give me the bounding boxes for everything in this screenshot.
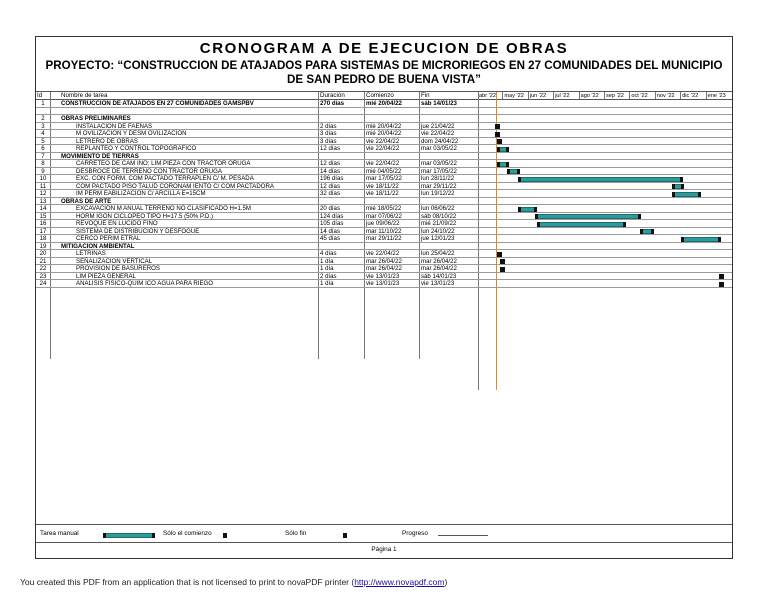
page-number: Página 1 [371, 546, 397, 553]
col-header-end: Fin [421, 92, 430, 99]
row-end-date: lun 25/04/22 [421, 250, 455, 257]
table-row [36, 100, 732, 108]
row-end-date: jue 21/04/22 [421, 122, 455, 130]
row-task-name: SISTEMA DE DISTRIBUCION Y DESFOGUE [76, 227, 200, 235]
gantt-sheet [35, 36, 733, 559]
row-id: 9 [41, 167, 45, 175]
row-duration: 12 días [320, 182, 340, 190]
row-id: 8 [41, 160, 45, 167]
legend-start-only-marker [223, 533, 227, 538]
table-row [36, 205, 732, 213]
gantt-task-bar[interactable] [682, 237, 720, 242]
row-task-name: MITIGACION AMBIENTAL [61, 242, 135, 250]
timeline-month-label: sep '22 [606, 93, 624, 99]
gantt-task-bar[interactable] [501, 259, 504, 264]
row-start-date: mar 07/06/22 [366, 212, 402, 220]
legend-manual-task-label: Tarea manual [40, 530, 79, 537]
row-duration: 1 día [320, 265, 334, 272]
timeline-month-label: may '22 [504, 93, 524, 99]
row-task-name: DESBROCE DE TERRENO CON TRACTOR ORUGA [76, 167, 222, 175]
row-id: 20 [39, 250, 47, 257]
timeline-month-label: ago '22 [580, 93, 599, 99]
row-task-name: OBRAS PRELIMINARES [61, 115, 131, 122]
row-end-date: sáb 08/10/22 [421, 212, 457, 220]
row-start-date: vie 13/01/23 [366, 272, 400, 280]
legend-progress-line [438, 535, 488, 536]
timeline-month-label: nov '22 [656, 93, 675, 99]
table-row [36, 183, 732, 191]
legend-end-only-marker [343, 533, 347, 538]
row-id: 19 [39, 242, 47, 250]
row-task-name: CERCO PERIM ETRAL [76, 235, 141, 242]
row-start-date: vie 22/04/22 [366, 137, 400, 145]
row-duration: 270 días [320, 100, 345, 107]
subtitle-line-2: DE SAN PEDRO DE BUENA VISTA” [287, 73, 481, 86]
row-start-date: mar 26/04/22 [366, 257, 402, 265]
novapdf-link[interactable]: http://www.novapdf.com [354, 577, 445, 587]
row-task-name: CARRETEO DE CAM INO; LIM PIEZA CON TRACTOR ORUGA [76, 160, 251, 167]
table-row [36, 168, 732, 176]
row-id: 1 [41, 100, 45, 107]
row-end-date: lun 06/06/22 [421, 205, 455, 212]
row-id: 7 [41, 152, 45, 160]
timeline-month-label: jul '22 [555, 93, 570, 99]
table-row [36, 153, 732, 161]
row-start-date: mar 17/05/22 [366, 175, 402, 182]
gantt-task-bar[interactable] [498, 162, 508, 167]
row-task-name: PROVISION DE BASUREROS [76, 265, 160, 272]
row-end-date: lun 24/10/22 [421, 227, 455, 235]
row-id: 10 [39, 175, 47, 182]
row-duration: 3 días [320, 130, 337, 137]
table-row [36, 115, 732, 123]
row-task-name: LIM PIEZA GENERAL [76, 272, 136, 280]
table-row [36, 228, 732, 236]
row-end-date: mar 29/11/22 [421, 182, 457, 190]
row-start-date: vie 22/04/22 [366, 145, 400, 152]
document-title: CRONOGRAM A DE EJECUCION DE OBRAS [199, 40, 569, 57]
legend-bottom-rule [36, 542, 732, 543]
legend-progress-label: Progreso [402, 530, 428, 537]
gantt-task-bar[interactable] [673, 192, 700, 197]
row-task-name: CONSTRUCCION DE ATAJADOS EN 27 COMUNIDADES GAMSPBV [61, 100, 254, 107]
row-end-date: jue 12/01/23 [421, 235, 455, 242]
row-end-date: mar 17/05/22 [421, 167, 457, 175]
row-start-date: mié 20/04/22 [366, 100, 402, 107]
row-start-date: mar 26/04/22 [366, 265, 402, 272]
row-id: 5 [41, 137, 45, 145]
row-start-date: mié 20/04/22 [366, 130, 402, 137]
row-id: 17 [39, 227, 47, 235]
gantt-task-bar[interactable] [519, 207, 536, 212]
row-id: 23 [39, 272, 47, 280]
table-row [36, 160, 732, 168]
row-id: 6 [41, 145, 45, 152]
row-start-date: jue 09/06/22 [366, 220, 400, 227]
row-task-name: INSTALACION DE FAENAS [76, 122, 153, 130]
row-end-date: mar 26/04/22 [421, 257, 457, 265]
table-row [36, 258, 732, 266]
row-duration: 2 días [320, 272, 337, 280]
legend-start-only-label: Sólo el comienzo [163, 530, 212, 537]
row-duration: 12 días [320, 145, 340, 152]
legend-end-only-label: Sólo fin [285, 530, 307, 537]
gantt-task-bar[interactable] [498, 252, 501, 257]
row-start-date: vie 18/11/22 [366, 182, 399, 190]
row-task-name: ANALISIS FISICO-QUIM ICO AGUA PARA RIEGO [76, 280, 214, 287]
gantt-task-bar[interactable] [536, 214, 640, 219]
row-end-date: dom 24/04/22 [421, 137, 459, 145]
gantt-task-bar[interactable] [720, 274, 723, 279]
legend-manual-task-bar [104, 533, 154, 538]
row-id: 15 [39, 212, 47, 220]
row-start-date: vie 18/11/22 [366, 190, 399, 197]
row-duration: 1 día [320, 257, 334, 265]
row-id: 18 [39, 235, 47, 242]
col-header-id: Id [37, 92, 43, 99]
row-start-date: vie 13/01/23 [366, 280, 400, 287]
gantt-task-bar[interactable] [508, 169, 520, 174]
row-task-name: REVOQUE EN LUCIDO FINO [76, 220, 158, 227]
row-task-name: EXC. CON FORM. COM PACTADO TERRAPLEN C/ M. PESADA [76, 175, 254, 182]
row-start-date: mar 29/11/22 [366, 235, 402, 242]
table-row [36, 243, 732, 251]
row-end-date: sáb 14/01/23 [421, 272, 457, 280]
row-end-date: sáb 14/01/23 [421, 100, 457, 107]
timeline-month-label: ene '23 [707, 93, 726, 99]
timeline-month-label: dic '22 [682, 93, 699, 99]
row-task-name: LETRERO DE OBRAS [76, 137, 138, 145]
table-row [36, 235, 732, 243]
row-duration: 4 días [320, 250, 337, 257]
row-end-date: mar 26/04/22 [421, 265, 457, 272]
row-task-name: EXCAVACION M ANUAL TERRENO NO CLASIFICADO H=1.5M [76, 205, 252, 212]
footer-text: You created this PDF from an application that is not licensed to print to novaPDF printer ( [20, 577, 355, 587]
row-task-name: IM PERM EABILIZACION C/ ARCILLA E=15CM [76, 190, 206, 197]
row-duration: 32 días [320, 190, 340, 197]
table-row [36, 220, 732, 228]
row-task-name: OBRAS DE ARTE [61, 197, 112, 205]
gantt-task-bar[interactable] [673, 184, 683, 189]
row-id: 3 [41, 122, 45, 130]
row-duration: 45 días [320, 235, 340, 242]
row-duration: 2 días [320, 122, 337, 130]
row-duration: 1 día [320, 280, 334, 287]
timeline-month-label: abr '22 [479, 93, 496, 99]
footer-suffix: ) [444, 577, 448, 587]
row-duration: 105 días [320, 220, 344, 227]
table-row [36, 250, 732, 258]
row-task-name: MOVIMIENTO DE TIERRAS [61, 152, 139, 160]
row-end-date: vie 13/01/23 [421, 280, 455, 287]
row-duration: 12 días [320, 160, 340, 167]
row-start-date: mié 20/04/22 [366, 122, 402, 130]
row-id: 24 [39, 280, 47, 287]
table-row [36, 265, 732, 273]
gantt-task-bar[interactable] [496, 124, 499, 129]
row-task-name: COM PACTADO PISO TALUD CORONAM IENTO C/ COM PACTADORA [76, 182, 274, 190]
gantt-task-bar[interactable] [538, 222, 626, 227]
row-duration: 124 días [320, 212, 344, 220]
table-row [36, 280, 732, 288]
row-task-name: LETRINAS [76, 250, 106, 257]
row-id: 11 [39, 182, 47, 190]
row-id: 14 [39, 205, 47, 212]
row-start-date: mié 18/05/22 [366, 205, 402, 212]
table-row [36, 138, 732, 146]
row-id: 16 [39, 220, 47, 227]
table-row [36, 273, 732, 281]
subtitle-line-1: PROYECTO: “CONSTRUCCION DE ATAJADOS PARA SISTEMAS DE MICRORIEGOS EN 27 COMUNIDADES DEL MUNICIPIO [45, 59, 723, 72]
gantt-task-bar[interactable] [501, 267, 504, 272]
row-end-date: lun 19/12/22 [421, 190, 455, 197]
pdf-license-footer [20, 577, 447, 587]
row-task-name: REPLANTEO Y CONTROL TOPOGRAFICO [76, 145, 197, 152]
row-id: 21 [39, 257, 47, 265]
table-row [36, 130, 732, 138]
row-id: 22 [39, 265, 47, 272]
row-id: 2 [41, 115, 45, 122]
row-duration: 20 días [320, 205, 340, 212]
row-start-date: vie 22/04/22 [366, 250, 400, 257]
row-duration: 14 días [320, 167, 340, 175]
table-row [36, 198, 732, 206]
legend-top-rule [36, 524, 732, 525]
col-header-start: Comienzo [366, 92, 394, 99]
row-task-name: HORM IGON CICLOPEO TIPO H=17.5 (50% P.D.) [76, 212, 214, 220]
row-start-date: vie 22/04/22 [366, 160, 400, 167]
row-start-date: mar 11/10/22 [366, 227, 402, 235]
timeline-month-label: jun '22 [529, 93, 547, 99]
gantt-task-bar[interactable] [641, 229, 653, 234]
row-end-date: lun 28/11/22 [421, 175, 455, 182]
table-row [36, 123, 732, 131]
project-subtitle [36, 59, 732, 87]
row-id: 4 [41, 130, 45, 137]
row-start-date: mié 04/05/22 [366, 167, 402, 175]
gantt-task-bar[interactable] [498, 147, 508, 152]
row-duration: 14 días [320, 227, 340, 235]
row-end-date: mié 21/09/22 [421, 220, 457, 227]
gantt-task-bar[interactable] [720, 282, 723, 287]
col-header-name: Nombre de tarea [61, 92, 108, 99]
row-duration: 196 días [320, 175, 344, 182]
row-id: 12 [39, 190, 47, 197]
row-task-name: SEÑALIZACION VERTICAL [76, 257, 153, 265]
row-end-date: vie 22/04/22 [421, 130, 455, 137]
table-row [36, 145, 732, 153]
row-end-date: mar 03/05/22 [421, 160, 457, 167]
table-row [36, 190, 732, 198]
timeline-month-label: oct '22 [631, 93, 648, 99]
table-row [36, 108, 732, 116]
row-duration: 3 días [320, 137, 337, 145]
gantt-task-bar[interactable] [498, 139, 501, 144]
row-end-date: mar 03/05/22 [421, 145, 457, 152]
col-header-duration: Duración [320, 92, 345, 99]
gantt-task-bar[interactable] [496, 132, 499, 137]
row-task-name: M OVILIZACION Y DESM OVILIZACION [76, 130, 187, 137]
gantt-task-bar[interactable] [519, 177, 683, 182]
row-id: 13 [39, 197, 47, 205]
